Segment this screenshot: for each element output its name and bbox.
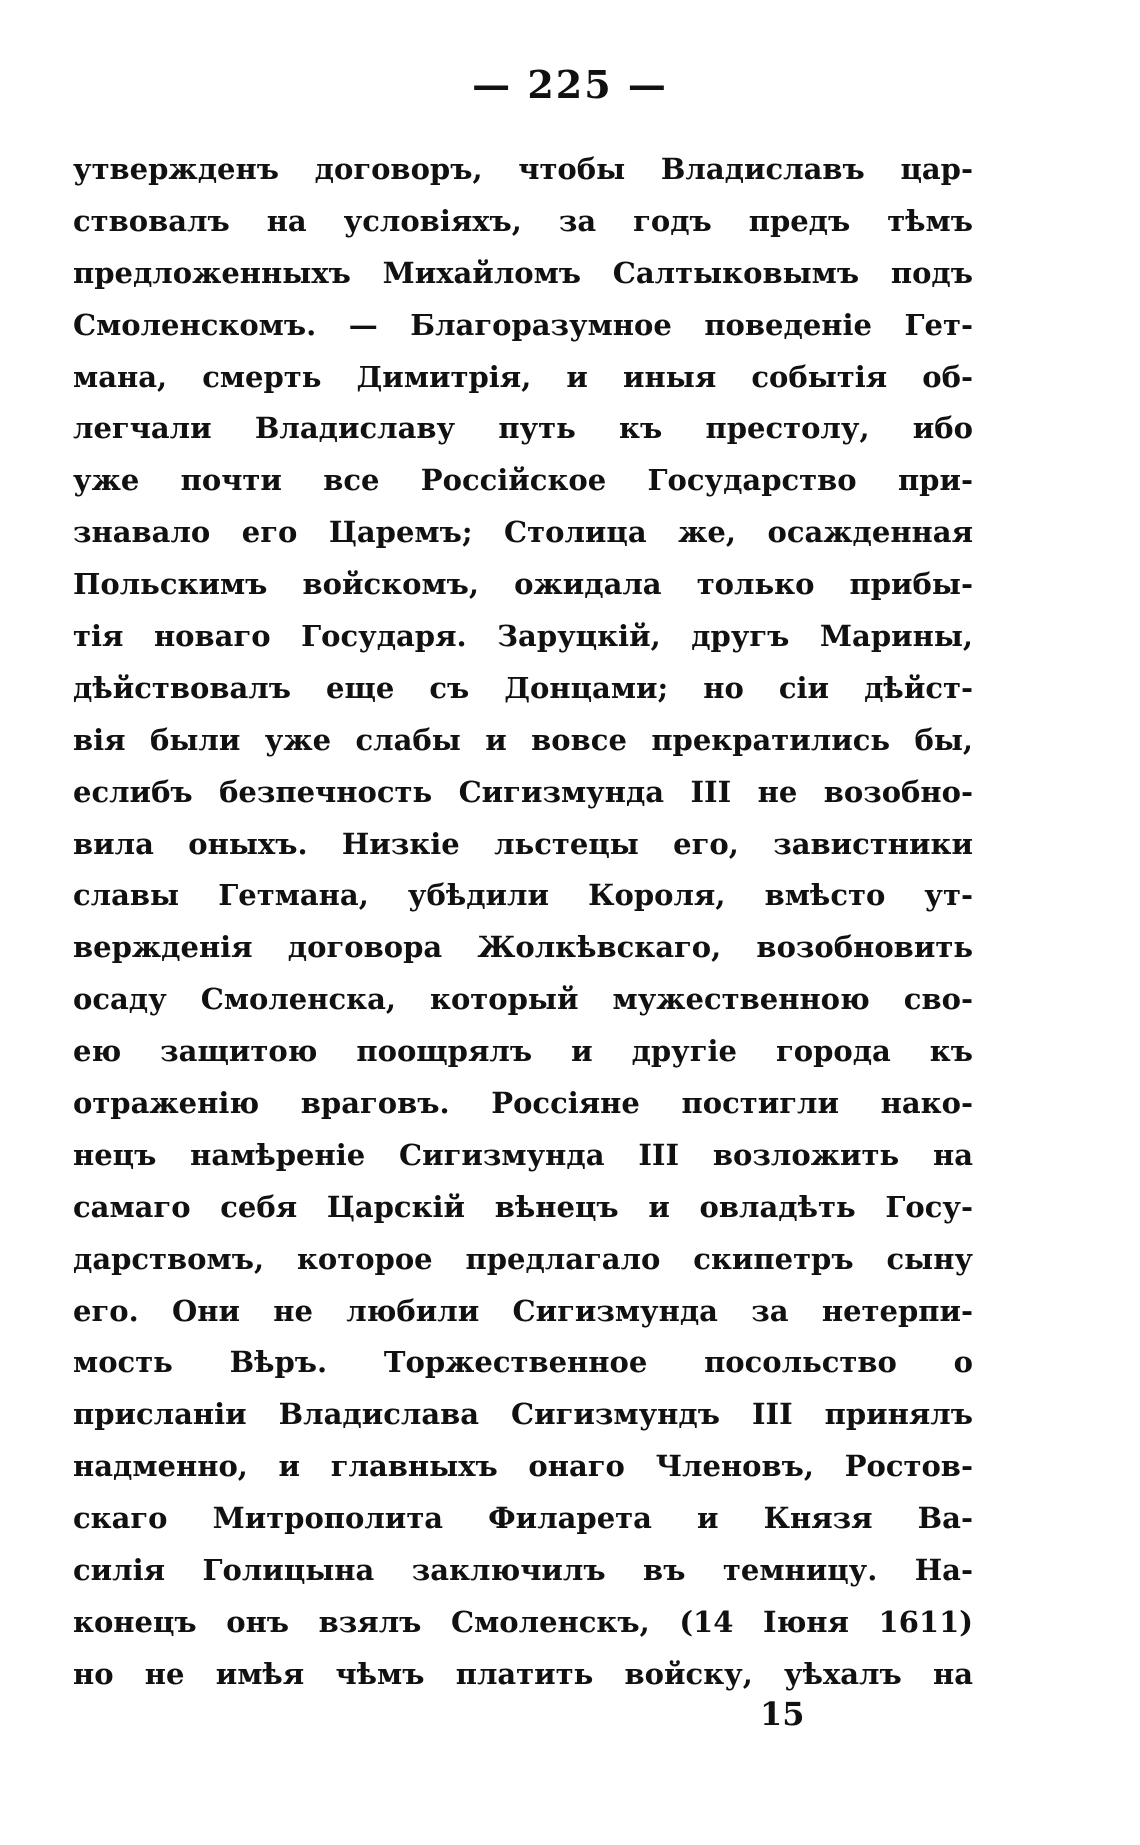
text-line: его. Они не любили Сигизмунда за нетерпи- — [73, 1293, 973, 1328]
text-line: отраженію враговъ. Россіяне постигли нако- — [73, 1086, 973, 1121]
text-line: надменно, и главныхъ онаго Членовъ, Ростов- — [73, 1449, 973, 1484]
signature-mark: 15 — [760, 1695, 805, 1733]
text-line: Смоленскомъ. — Благоразумное поведеніе Гет- — [73, 307, 973, 342]
text-line: Польскимъ войскомъ, ожидала только прибы- — [73, 567, 973, 602]
text-line: уже почти все Россійское Государство при- — [73, 463, 973, 498]
text-line: присланіи Владислава Сигизмундъ III принялъ — [73, 1397, 973, 1432]
text-line: вила оныхъ. Низкіе льстецы его, завистники — [73, 826, 973, 861]
text-line: знавало его Царемъ; Столица же, осажденная — [73, 515, 973, 550]
text-line: скаго Митрополита Филарета и Князя Ва- — [73, 1501, 973, 1536]
text-line: предложенныхъ Михайломъ Салтыковымъ подъ — [73, 255, 973, 290]
text-line: самаго себя Царскій вѣнецъ и овладѣть Госу- — [73, 1189, 973, 1224]
body-text — [73, 144, 973, 1701]
text-line: силія Голицына заключилъ въ темницу. На- — [73, 1553, 973, 1588]
page-header-number: — 225 — — [472, 62, 668, 107]
text-line: дѣйствовалъ еще съ Донцами; но сіи дѣйст- — [73, 670, 973, 705]
text-line: тія новаго Государя. Заруцкій, другъ Марины, — [73, 619, 973, 654]
text-line: осаду Смоленска, который мужественною сво- — [73, 982, 973, 1017]
text-line: ствовалъ на условіяхъ, за годъ предъ тѣмъ — [73, 203, 973, 238]
text-line: мана, смерть Димитрія, и иныя событія об- — [73, 359, 973, 394]
text-line: мость Вѣръ. Торжественное посольство о — [73, 1345, 973, 1380]
text-line: славы Гетмана, убѣдили Короля, вмѣсто ут- — [73, 878, 973, 913]
text-line: нецъ намѣреніе Сигизмунда III возложить на — [73, 1137, 973, 1172]
text-line: дарствомъ, которое предлагало скипетръ сыну — [73, 1241, 973, 1276]
text-line: легчали Владиславу путь къ престолу, ибо — [73, 411, 973, 446]
text-line: утвержденъ договоръ, чтобы Владиславъ цар- — [73, 152, 973, 186]
text-line: но не имѣя чѣмъ платить войску, уѣхалъ на — [73, 1656, 973, 1691]
text-line: еслибъ безпечность Сигизмунда III не возобно- — [73, 774, 973, 809]
text-line: вія были уже слабы и вовсе прекратились бы, — [73, 722, 973, 757]
text-line: ею защитою поощрялъ и другіе города къ — [73, 1034, 973, 1069]
text-line: конецъ онъ взялъ Смоленскъ, (14 Іюня 1611) — [73, 1604, 973, 1639]
text-line: вержденія договора Жолкѣвскаго, возобновить — [73, 930, 973, 965]
